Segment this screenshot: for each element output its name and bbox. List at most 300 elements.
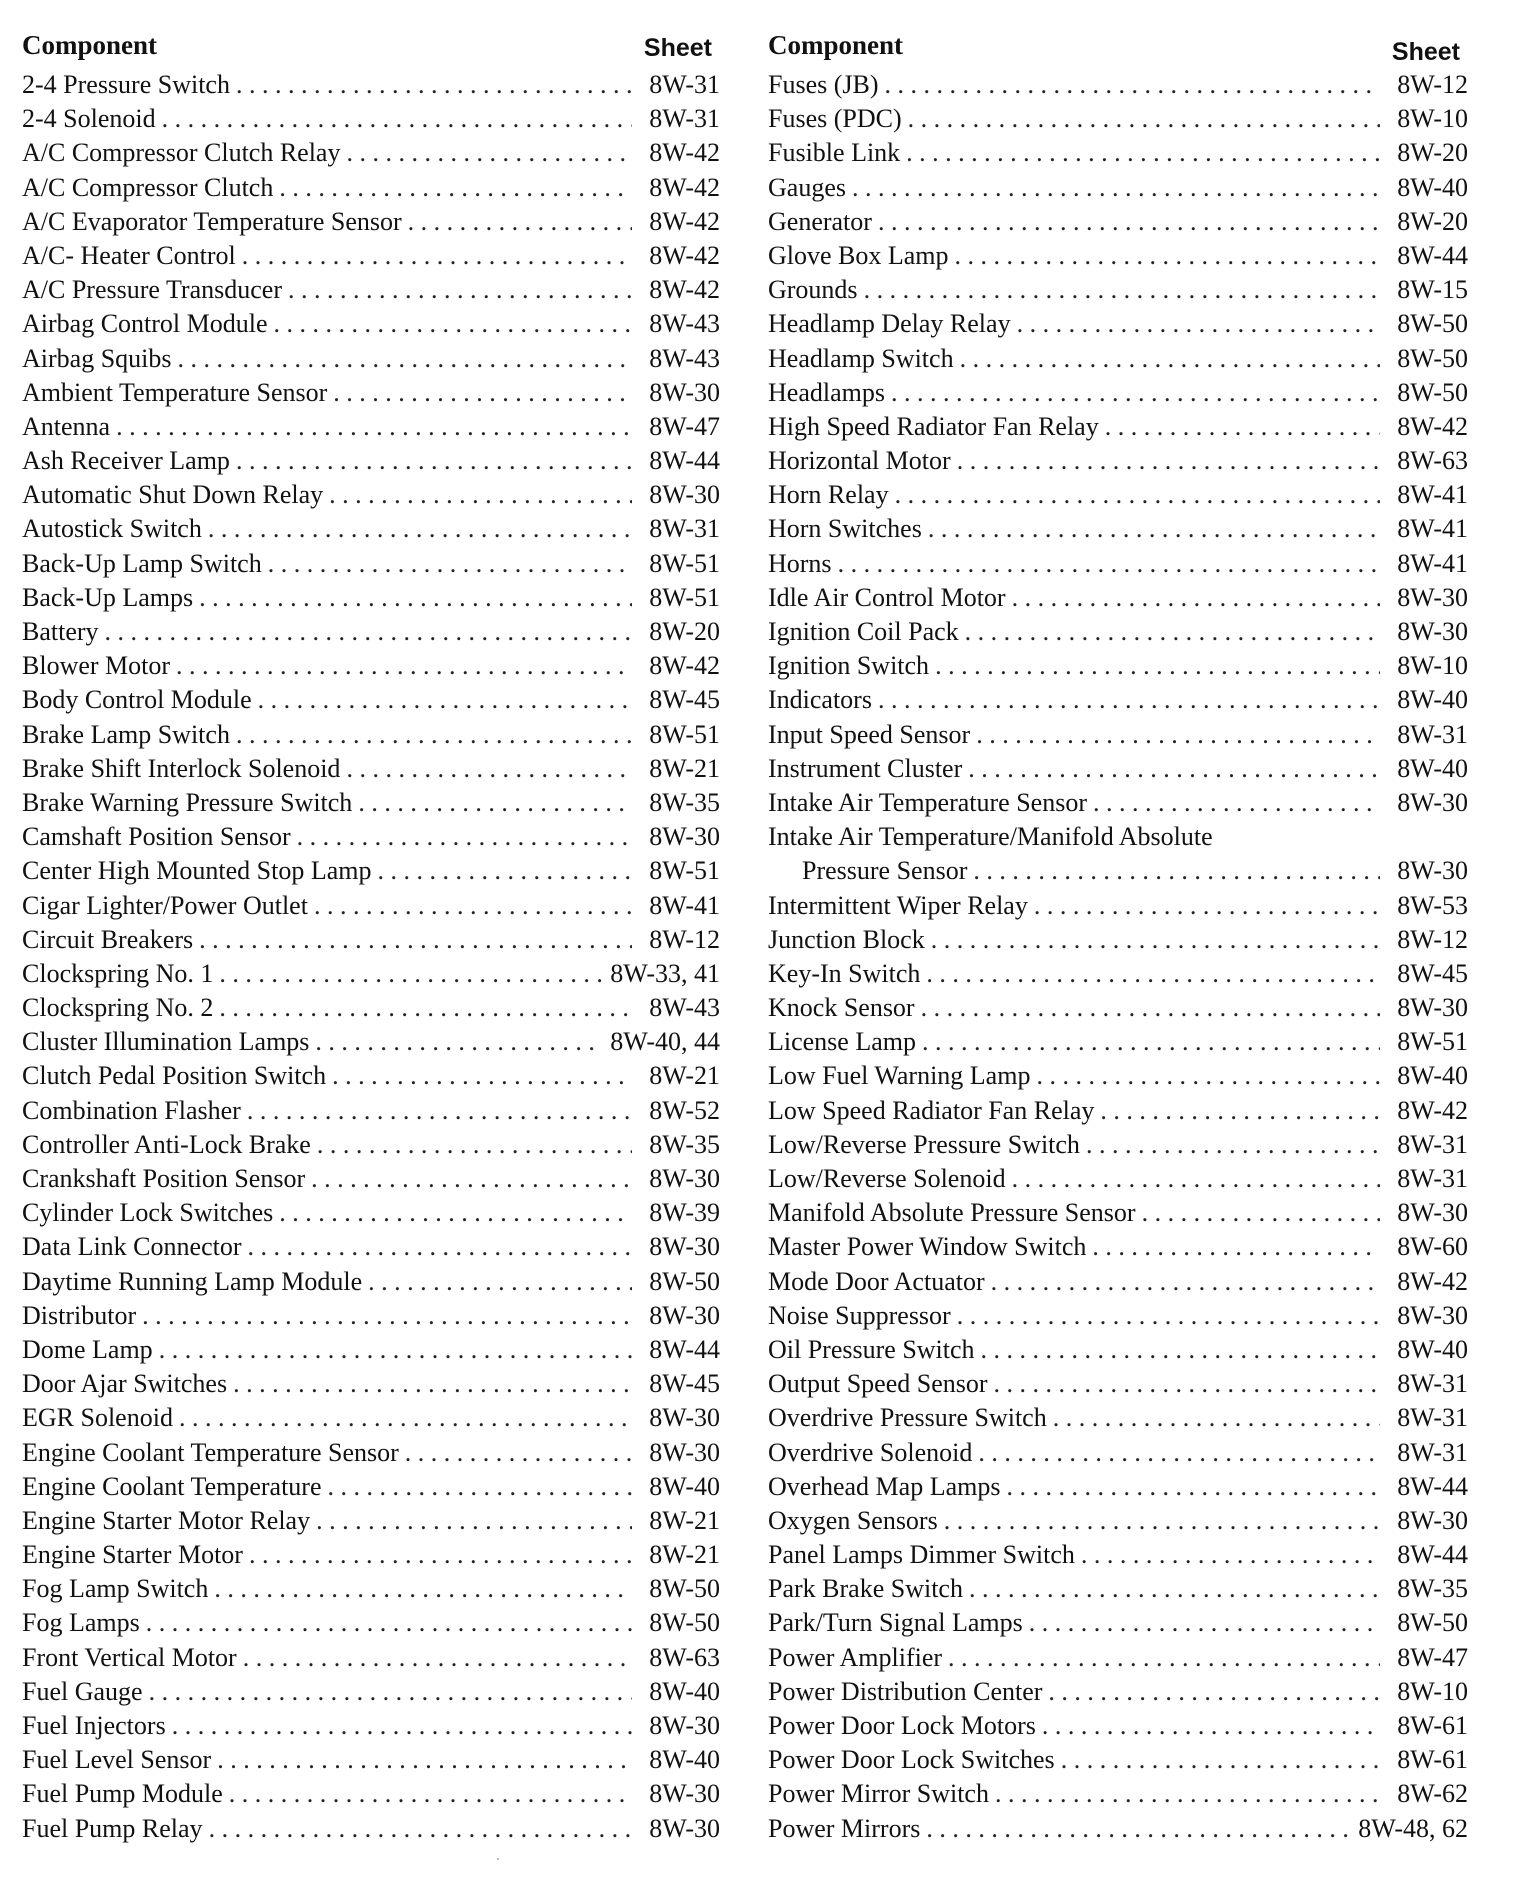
leader-dots bbox=[1142, 1196, 1380, 1230]
list-item bbox=[768, 718, 1468, 752]
component-name: Automatic Shut Down Relay bbox=[22, 480, 324, 510]
list-item bbox=[22, 649, 720, 683]
right-column bbox=[768, 30, 1468, 1846]
sheet-reference: 8W-10 bbox=[1397, 1676, 1468, 1706]
sheet-reference: 8W-42 bbox=[649, 651, 720, 681]
list-item bbox=[768, 889, 1468, 923]
sheet-reference: 8W-30 bbox=[1397, 856, 1468, 886]
leader-dots bbox=[217, 1743, 632, 1777]
list-item bbox=[22, 342, 720, 376]
leader-dots bbox=[116, 410, 632, 444]
leader-dots bbox=[1086, 1128, 1380, 1162]
sheet-reference: 8W-31 bbox=[1397, 1164, 1468, 1194]
leader-dots bbox=[895, 478, 1380, 512]
list-item bbox=[22, 1196, 720, 1230]
sheet-reference: 8W-12 bbox=[1397, 70, 1468, 99]
sheet-reference: 8W-30 bbox=[1397, 1198, 1468, 1228]
list-item bbox=[22, 444, 720, 478]
component-name: A/C Compressor Clutch Relay bbox=[22, 138, 341, 168]
leader-dots bbox=[329, 478, 632, 512]
component-name: Ash Receiver Lamp bbox=[22, 446, 230, 476]
leader-dots bbox=[926, 957, 1380, 991]
component-name: Ignition Switch bbox=[768, 651, 930, 681]
component-name: Cigar Lighter/Power Outlet bbox=[22, 890, 308, 920]
leader-dots bbox=[368, 1265, 632, 1299]
sheet-reference: 8W-42 bbox=[649, 206, 720, 236]
component-name: Antenna bbox=[22, 411, 111, 441]
list-item bbox=[768, 410, 1468, 444]
sheet-reference: 8W-43 bbox=[649, 309, 720, 339]
list-item bbox=[768, 581, 1468, 615]
list-item bbox=[768, 683, 1468, 717]
leader-dots bbox=[921, 991, 1380, 1025]
leader-dots bbox=[1092, 1230, 1380, 1264]
leader-dots bbox=[176, 649, 632, 683]
component-name: Fuses (PDC) bbox=[768, 104, 902, 134]
list-item bbox=[22, 1606, 720, 1640]
component-name: Brake Warning Pressure Switch bbox=[22, 787, 353, 817]
list-item bbox=[22, 1675, 720, 1709]
list-item bbox=[768, 1709, 1468, 1743]
component-name: Horizontal Motor bbox=[768, 446, 951, 476]
list-item bbox=[768, 649, 1468, 683]
sheet-reference: 8W-42 bbox=[1397, 1266, 1468, 1296]
sheet-reference: 8W-21 bbox=[649, 753, 720, 783]
component-name: Controller Anti-Lock Brake bbox=[22, 1129, 311, 1159]
leader-dots bbox=[297, 820, 632, 854]
leader-dots bbox=[969, 1572, 1380, 1606]
leader-dots bbox=[346, 752, 632, 786]
component-name: 2-4 Solenoid bbox=[22, 104, 156, 134]
component-name: Grounds bbox=[768, 275, 858, 305]
list-item bbox=[22, 1094, 720, 1128]
sheet-reference: 8W-51 bbox=[649, 719, 720, 749]
component-name: Brake Lamp Switch bbox=[22, 719, 230, 749]
leader-dots bbox=[864, 273, 1380, 307]
component-name: Power Mirrors bbox=[768, 1813, 921, 1843]
component-name: Airbag Squibs bbox=[22, 343, 172, 373]
leader-dots bbox=[333, 376, 632, 410]
leader-dots bbox=[1012, 1162, 1380, 1196]
component-name: Overdrive Solenoid bbox=[768, 1437, 973, 1467]
sheet-reference: 8W-51 bbox=[649, 548, 720, 578]
list-item bbox=[22, 820, 720, 854]
list-item bbox=[22, 1777, 720, 1811]
leader-dots bbox=[236, 718, 632, 752]
list-item bbox=[22, 752, 720, 786]
sheet-reference: 8W-40 bbox=[1397, 1334, 1468, 1364]
sheet-reference: 8W-50 bbox=[1397, 377, 1468, 407]
leader-dots bbox=[209, 1812, 632, 1846]
list-item bbox=[22, 1401, 720, 1435]
leader-dots bbox=[236, 444, 632, 478]
component-name: Park/Turn Signal Lamps bbox=[768, 1608, 1023, 1638]
leader-dots bbox=[960, 342, 1380, 376]
sheet-reference: 8W-40, 44 bbox=[610, 1027, 720, 1057]
component-name: Door Ajar Switches bbox=[22, 1369, 228, 1399]
list-item bbox=[768, 376, 1468, 410]
sheet-reference: 8W-21 bbox=[649, 1505, 720, 1535]
leader-dots bbox=[162, 102, 632, 136]
component-name: Center High Mounted Stop Lamp bbox=[22, 856, 372, 886]
list-item bbox=[768, 1025, 1468, 1059]
component-name: Junction Block bbox=[768, 924, 925, 954]
left-component-list bbox=[22, 68, 720, 1846]
right-component-list bbox=[768, 68, 1468, 1846]
list-item bbox=[768, 1265, 1468, 1299]
leader-dots bbox=[219, 957, 602, 991]
component-name: Engine Coolant Temperature bbox=[22, 1471, 322, 1501]
leader-dots bbox=[146, 1606, 632, 1640]
sheet-reference: 8W-42 bbox=[649, 172, 720, 202]
sheet-reference: 8W-30 bbox=[649, 1403, 720, 1433]
list-item bbox=[768, 136, 1468, 170]
leader-dots bbox=[944, 1504, 1380, 1538]
sheet-reference: 8W-50 bbox=[649, 1574, 720, 1604]
list-item bbox=[768, 1470, 1468, 1504]
component-name: Fog Lamp Switch bbox=[22, 1574, 209, 1604]
list-item bbox=[768, 239, 1468, 273]
leader-dots bbox=[274, 307, 632, 341]
component-name: Fuel Pump Module bbox=[22, 1779, 223, 1809]
sheet-reference: 8W-48, 62 bbox=[1358, 1813, 1468, 1843]
sheet-reference: 8W-40 bbox=[1397, 172, 1468, 202]
leader-dots bbox=[142, 1299, 632, 1333]
leader-dots bbox=[1105, 410, 1380, 444]
list-item bbox=[768, 1812, 1468, 1846]
list-item bbox=[768, 1059, 1468, 1093]
list-item bbox=[22, 171, 720, 205]
list-item bbox=[22, 1367, 720, 1401]
component-name: Blower Motor bbox=[22, 651, 171, 681]
leader-dots bbox=[957, 1299, 1380, 1333]
sheet-reference: 8W-41 bbox=[649, 890, 720, 920]
leader-dots bbox=[994, 1367, 1380, 1401]
list-item bbox=[768, 547, 1468, 581]
component-name: Idle Air Control Motor bbox=[768, 582, 1006, 612]
list-item bbox=[22, 854, 720, 888]
sheet-reference: 8W-40 bbox=[1397, 1061, 1468, 1091]
list-item bbox=[22, 1265, 720, 1299]
sheet-reference: 8W-31 bbox=[1397, 1403, 1468, 1433]
sheet-reference: 8W-30 bbox=[649, 1232, 720, 1262]
component-name: Circuit Breakers bbox=[22, 924, 194, 954]
leader-dots bbox=[922, 1025, 1380, 1059]
list-item bbox=[768, 786, 1468, 820]
list-item bbox=[22, 102, 720, 136]
leader-dots bbox=[243, 1641, 632, 1675]
component-name: Low Fuel Warning Lamp bbox=[768, 1061, 1031, 1091]
sheet-reference: 8W-43 bbox=[649, 993, 720, 1023]
component-name: Power Mirror Switch bbox=[768, 1779, 989, 1809]
sheet-reference: 8W-61 bbox=[1397, 1745, 1468, 1775]
component-header: Component bbox=[768, 30, 904, 60]
component-name: Engine Coolant Temperature Sensor bbox=[22, 1437, 399, 1467]
component-name: A/C Pressure Transducer bbox=[22, 275, 282, 305]
component-name: Cluster Illumination Lamps bbox=[22, 1027, 310, 1057]
left-column-header bbox=[22, 30, 720, 68]
list-item bbox=[768, 68, 1468, 102]
sheet-reference: 8W-63 bbox=[649, 1642, 720, 1672]
sheet-reference: 8W-60 bbox=[1397, 1232, 1468, 1262]
component-name: Engine Starter Motor Relay bbox=[22, 1505, 311, 1535]
leader-dots bbox=[346, 136, 632, 170]
leader-dots bbox=[214, 1572, 632, 1606]
component-name: Fog Lamps bbox=[22, 1608, 140, 1638]
sheet-reference: 8W-30 bbox=[649, 1164, 720, 1193]
leader-dots bbox=[242, 239, 632, 273]
component-name: Power Distribution Center bbox=[768, 1676, 1043, 1706]
list-item bbox=[22, 410, 720, 444]
component-name: Instrument Cluster bbox=[768, 753, 963, 783]
sheet-reference: 8W-30 bbox=[1397, 993, 1468, 1023]
leader-dots bbox=[1042, 1709, 1380, 1743]
leader-dots bbox=[315, 1025, 602, 1059]
sheet-reference: 8W-35 bbox=[1397, 1574, 1468, 1604]
sheet-reference: 8W-47 bbox=[1397, 1642, 1468, 1672]
list-item bbox=[768, 1675, 1468, 1709]
list-item bbox=[768, 957, 1468, 991]
leader-dots bbox=[1006, 1470, 1380, 1504]
leader-dots bbox=[229, 1777, 632, 1811]
component-name: Overdrive Pressure Switch bbox=[768, 1403, 1047, 1433]
leader-dots bbox=[878, 205, 1380, 239]
list-item bbox=[768, 1367, 1468, 1401]
list-item bbox=[22, 1299, 720, 1333]
leader-dots bbox=[288, 273, 632, 307]
list-item bbox=[768, 1538, 1468, 1572]
sheet-reference: 8W-45 bbox=[649, 685, 720, 715]
component-name: Headlamp Switch bbox=[768, 343, 954, 373]
list-item bbox=[22, 1436, 720, 1470]
component-name: Dome Lamp bbox=[22, 1334, 153, 1364]
list-item bbox=[768, 444, 1468, 478]
leader-dots bbox=[1036, 1059, 1380, 1093]
leader-dots bbox=[885, 68, 1380, 102]
sheet-header: Sheet bbox=[1391, 38, 1460, 66]
component-name: Knock Sensor bbox=[768, 993, 915, 1023]
leader-dots bbox=[1034, 889, 1380, 923]
list-item bbox=[768, 512, 1468, 546]
component-name: Back-Up Lamp Switch bbox=[22, 548, 262, 578]
list-item bbox=[768, 171, 1468, 205]
component-name: Fuel Gauge bbox=[22, 1676, 143, 1706]
component-name: Camshaft Position Sensor bbox=[22, 822, 291, 852]
list-item bbox=[768, 1777, 1468, 1811]
component-name: Autostick Switch bbox=[22, 514, 202, 544]
sheet-reference: 8W-30 bbox=[1397, 617, 1468, 646]
leader-dots bbox=[258, 683, 632, 717]
list-item bbox=[768, 342, 1468, 376]
leader-dots bbox=[199, 923, 632, 957]
sheet-reference: 8W-20 bbox=[1397, 138, 1468, 168]
sheet-reference: 8W-41 bbox=[1397, 514, 1468, 544]
list-item bbox=[22, 1025, 720, 1059]
sheet-reference: 8W-42 bbox=[649, 240, 720, 270]
component-name: Key-In Switch bbox=[768, 958, 921, 988]
sheet-reference: 8W-31 bbox=[649, 70, 720, 99]
sheet-reference: 8W-12 bbox=[1397, 924, 1468, 954]
component-name: Intermittent Wiper Relay bbox=[768, 890, 1028, 920]
component-name: Daytime Running Lamp Module bbox=[22, 1266, 363, 1296]
sheet-reference: 8W-31 bbox=[649, 104, 720, 134]
component-name: Horn Switches bbox=[768, 514, 922, 544]
component-name: Generator bbox=[768, 206, 872, 236]
sheet-reference: 8W-50 bbox=[1397, 309, 1468, 339]
leader-dots bbox=[279, 171, 632, 205]
sheet-reference: 8W-30 bbox=[649, 480, 720, 510]
leader-dots bbox=[247, 1094, 632, 1128]
component-name: Mode Door Actuator bbox=[768, 1266, 985, 1296]
sheet-reference: 8W-39 bbox=[649, 1198, 720, 1228]
sheet-reference: 8W-15 bbox=[1397, 275, 1468, 305]
list-item bbox=[768, 1436, 1468, 1470]
leader-dots bbox=[995, 1777, 1380, 1811]
sheet-reference: 8W-41 bbox=[1397, 548, 1468, 578]
component-name: Fuel Level Sensor bbox=[22, 1745, 212, 1775]
leader-dots bbox=[852, 171, 1380, 205]
component-name: 2-4 Pressure Switch bbox=[22, 70, 230, 99]
sheet-reference: 8W-51 bbox=[649, 856, 720, 886]
list-item bbox=[768, 820, 1468, 888]
leader-dots bbox=[105, 615, 632, 649]
sheet-reference: 8W-44 bbox=[1397, 1471, 1468, 1501]
sheet-reference: 8W-30 bbox=[649, 1813, 720, 1843]
sheet-reference: 8W-31 bbox=[649, 514, 720, 544]
leader-dots bbox=[358, 786, 632, 820]
sheet-reference: 8W-50 bbox=[649, 1608, 720, 1638]
list-item bbox=[22, 68, 720, 102]
component-name: Ignition Coil Pack bbox=[768, 617, 959, 646]
list-item bbox=[768, 307, 1468, 341]
list-item bbox=[22, 273, 720, 307]
component-name: Overhead Map Lamps bbox=[768, 1471, 1001, 1501]
list-item bbox=[768, 478, 1468, 512]
sheet-reference: 8W-30 bbox=[1397, 787, 1468, 817]
component-name: High Speed Radiator Fan Relay bbox=[768, 411, 1099, 441]
component-name: EGR Solenoid bbox=[22, 1403, 173, 1433]
leader-dots bbox=[931, 923, 1380, 957]
list-item bbox=[768, 1333, 1468, 1367]
list-item bbox=[22, 1128, 720, 1162]
list-item bbox=[768, 1299, 1468, 1333]
sheet-reference: 8W-51 bbox=[649, 582, 720, 612]
list-item bbox=[768, 273, 1468, 307]
component-name: Headlamps bbox=[768, 377, 885, 407]
component-name: Brake Shift Interlock Solenoid bbox=[22, 753, 341, 783]
leader-dots bbox=[199, 581, 632, 615]
list-item bbox=[768, 1230, 1468, 1264]
leader-dots bbox=[891, 376, 1380, 410]
scan-speck bbox=[497, 1858, 499, 1860]
list-item bbox=[22, 1743, 720, 1777]
leader-dots bbox=[408, 205, 632, 239]
leader-dots bbox=[1061, 1743, 1380, 1777]
leader-dots bbox=[908, 102, 1380, 136]
sheet-reference: 8W-42 bbox=[649, 138, 720, 168]
sheet-reference: 8W-40 bbox=[649, 1471, 720, 1501]
component-name: Battery bbox=[22, 617, 99, 646]
leader-dots bbox=[149, 1675, 632, 1709]
leader-dots bbox=[968, 752, 1380, 786]
sheet-reference: 8W-44 bbox=[1397, 1540, 1468, 1570]
leader-dots bbox=[316, 1504, 632, 1538]
sheet-reference: 8W-50 bbox=[1397, 1608, 1468, 1638]
leader-dots bbox=[208, 512, 632, 546]
leader-dots bbox=[1081, 1538, 1380, 1572]
leader-dots bbox=[405, 1436, 632, 1470]
leader-dots bbox=[928, 512, 1380, 546]
leader-dots bbox=[976, 718, 1380, 752]
sheet-reference: 8W-35 bbox=[649, 787, 720, 817]
sheet-reference: 8W-43 bbox=[649, 343, 720, 373]
sheet-reference: 8W-42 bbox=[1397, 411, 1468, 441]
sheet-reference: 8W-30 bbox=[1397, 1505, 1468, 1535]
list-item bbox=[768, 205, 1468, 239]
sheet-reference: 8W-31 bbox=[1397, 1369, 1468, 1399]
component-name: Power Door Lock Switches bbox=[768, 1745, 1055, 1775]
sheet-reference: 8W-30 bbox=[649, 377, 720, 407]
sheet-reference: 8W-31 bbox=[1397, 1129, 1468, 1159]
sheet-reference: 8W-30 bbox=[649, 1779, 720, 1809]
sheet-reference: 8W-10 bbox=[1397, 651, 1468, 681]
sheet-reference: 8W-20 bbox=[649, 617, 720, 646]
list-item bbox=[22, 1059, 720, 1093]
list-item bbox=[768, 752, 1468, 786]
sheet-reference: 8W-53 bbox=[1397, 890, 1468, 920]
leader-dots bbox=[991, 1265, 1380, 1299]
component-name: Clockspring No. 1 bbox=[22, 958, 214, 988]
leader-dots bbox=[179, 1401, 632, 1435]
component-name: Indicators bbox=[768, 685, 872, 715]
sheet-reference: 8W-12 bbox=[649, 924, 720, 954]
sheet-reference: 8W-35 bbox=[649, 1129, 720, 1159]
list-item bbox=[22, 957, 720, 991]
leader-dots bbox=[314, 889, 632, 923]
list-item bbox=[768, 615, 1468, 649]
leader-dots bbox=[248, 1230, 633, 1264]
leader-dots bbox=[317, 1128, 632, 1162]
left-column bbox=[22, 30, 720, 1846]
sheet-reference: 8W-50 bbox=[649, 1266, 720, 1296]
component-name: Master Power Window Switch bbox=[768, 1232, 1087, 1262]
sheet-reference: 8W-30 bbox=[649, 1300, 720, 1330]
component-name: Low Speed Radiator Fan Relay bbox=[768, 1095, 1095, 1125]
sheet-reference: 8W-10 bbox=[1397, 104, 1468, 134]
component-name: Manifold Absolute Pressure Sensor bbox=[768, 1198, 1136, 1228]
sheet-reference: 8W-42 bbox=[649, 275, 720, 305]
component-name: Power Door Lock Motors bbox=[768, 1711, 1036, 1741]
list-item bbox=[22, 1230, 720, 1264]
sheet-reference: 8W-40 bbox=[1397, 753, 1468, 783]
component-name: Noise Suppressor bbox=[768, 1300, 951, 1330]
component-name: Back-Up Lamps bbox=[22, 582, 194, 612]
leader-dots bbox=[236, 68, 632, 102]
list-item bbox=[22, 786, 720, 820]
component-name: Horn Relay bbox=[768, 480, 889, 510]
component-name: Oxygen Sensors bbox=[768, 1505, 938, 1535]
component-name: Cylinder Lock Switches bbox=[22, 1198, 274, 1228]
sheet-reference: 8W-62 bbox=[1397, 1779, 1468, 1809]
component-name: Oil Pressure Switch bbox=[768, 1334, 975, 1364]
sheet-reference: 8W-31 bbox=[1397, 1437, 1468, 1467]
list-item bbox=[22, 136, 720, 170]
list-item bbox=[22, 615, 720, 649]
leader-dots bbox=[878, 683, 1380, 717]
sheet-reference: 8W-21 bbox=[649, 1061, 720, 1091]
list-item bbox=[768, 1128, 1468, 1162]
leader-dots bbox=[965, 615, 1380, 649]
